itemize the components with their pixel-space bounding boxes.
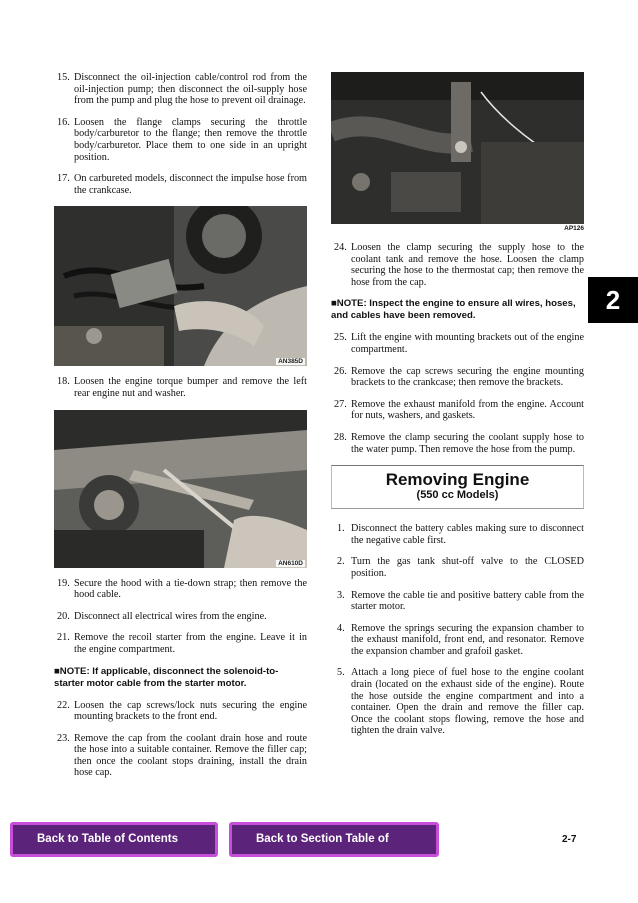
note-solenoid: ■NOTE: If applicable, disconnect the solenoid-to-starter motor cable from the starter motor. [54, 665, 279, 689]
engine-step-2: 2. Turn the gas tank shut-off valve to the CLOSED position. [337, 556, 584, 579]
step-17: 17. On carbureted models, disconnect the impulse hose from the crankcase. [57, 173, 307, 196]
photo-caption: AN385D [278, 358, 303, 366]
left-column [54, 72, 307, 789]
step-22: 22. Loosen the cap screws/lock nuts securing the engine mounting brackets to the front end. [57, 699, 307, 723]
step-18: 18. Loosen the engine torque bumper and remove the left rear engine nut and washer. [57, 376, 307, 399]
engine-step-4: 4. Remove the springs securing the expansion chamber to the exhaust manifold, front end, and resonator. Remove the expansion chamber and grafoil gasket. [337, 622, 584, 657]
step-20: 20. Disconnect all electrical wires from the engine. [57, 610, 267, 622]
step-23: 23. Remove the cap from the coolant drain hose and route the hose into a suitable container. Remove the filler cap; then once the coolant stops draining, install the drain hose cap. [57, 732, 307, 779]
engine-photo-ap126 [331, 72, 584, 224]
note-inspect: ■NOTE: Inspect the engine to ensure all wires, hoses, and cables have been removed. [331, 298, 576, 322]
step-26: 26. Remove the cap screws securing the engine mounting brackets to the crankcase; then remove the brackets. [334, 365, 584, 389]
step-24: 24. Loosen the clamp securing the supply hose to the coolant tank and remove the hose. Loosen the clamp securing the hose to the thermostat cap; then remove the hose from the cap. [334, 242, 584, 288]
step-16: 16. Loosen the flange clamps securing the throttle body/carburetor to the flange; then remove the throttle body/carburetor. Place them to one side in an upright position. [57, 116, 307, 163]
engine-photo-an385d [54, 206, 307, 366]
engine-step-3: 3. Remove the cable tie and positive battery cable from the starter motor. [337, 589, 584, 613]
back-to-toc-button[interactable]: Back to Table of Contents [10, 822, 218, 857]
section-subtitle: (550 cc Models) [416, 489, 499, 502]
step-19: 19. Secure the hood with a tie-down strap; then remove the hood cable. [57, 577, 307, 601]
step-27: 27. Remove the exhaust manifold from the engine. Account for nuts, washers, and gaskets. [334, 398, 584, 422]
section-tab: 2 [588, 277, 638, 323]
step-28: 28. Remove the clamp securing the coolant supply hose to the water pump. Then remove the hose from the pump. [334, 431, 584, 455]
photo-caption: AP126 [564, 225, 584, 232]
step-21: 21. Remove the recoil starter from the engine. Leave it in the engine compartment. [57, 632, 307, 655]
engine-step-1: 1. Disconnect the battery cables making sure to disconnect the negative cable first. [337, 523, 584, 546]
page-number: 2-7 [562, 834, 577, 845]
engine-step-5: 5. Attach a long piece of fuel hose to the engine coolant drain (located on the exhaust side of the engine). Route the hose outside the engine compartment and into a container. Open the drain and remove the filler cap. Once the coolant stops flowing, remove the hose and tighten the drain valve. [337, 667, 584, 737]
step-15: 15. Disconnect the oil-injection cable/control rod from the oil-injection pump; then disconnect the oil-supply hose from the pump and plug the hose to prevent oil drainage. [57, 72, 307, 107]
section-title: Removing Engine [385, 470, 530, 490]
section-heading [331, 465, 584, 509]
back-to-section-toc-button[interactable]: Back to Section Table of Contents [229, 822, 439, 857]
step-25: 25. Lift the engine with mounting brackets out of the engine compartment. [334, 332, 584, 355]
photo-caption: AN610D [278, 559, 303, 567]
right-column [331, 72, 584, 747]
engine-photo-an610d [54, 410, 307, 568]
